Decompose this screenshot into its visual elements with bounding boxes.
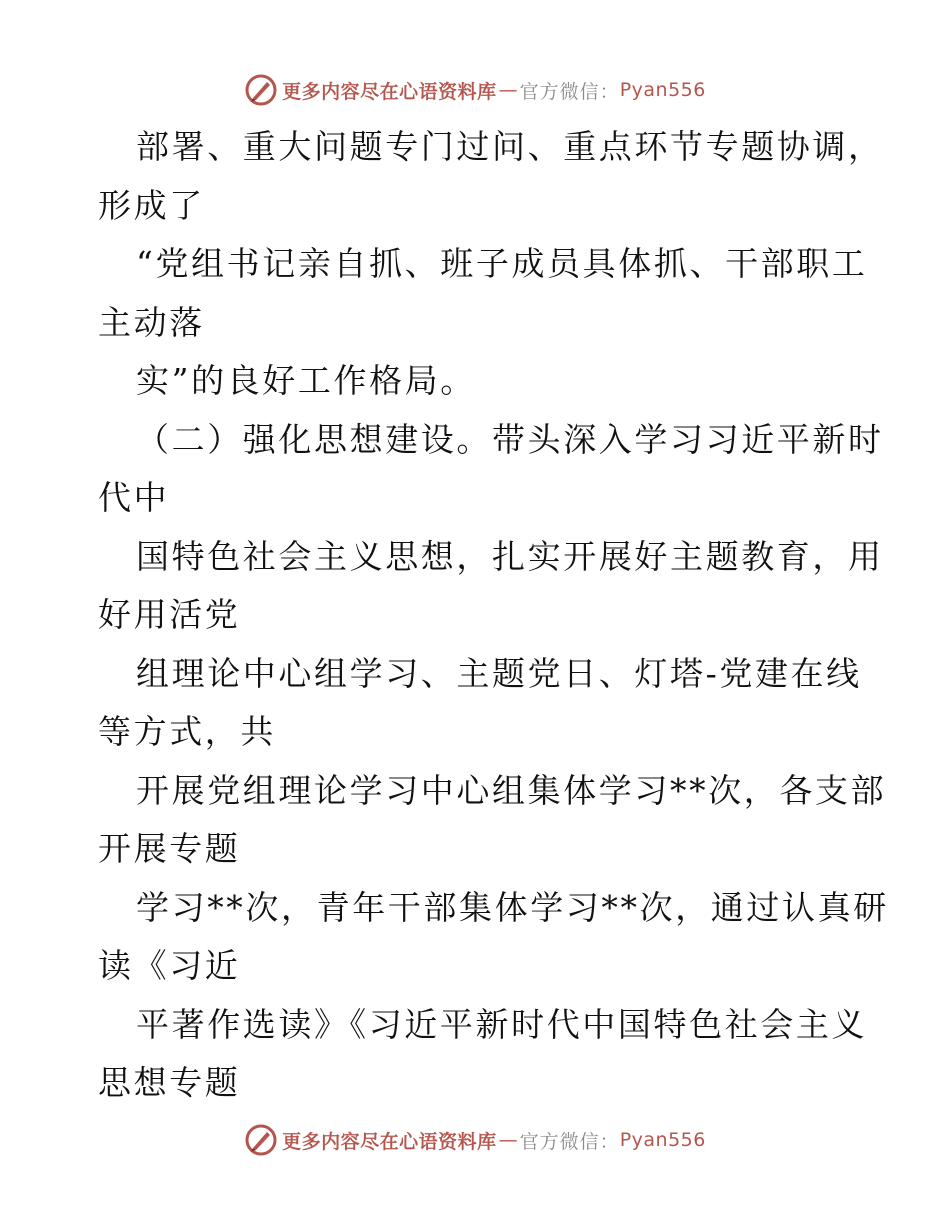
text-line: “党组书记亲自抓、班子成员具体抓、干部职工 <box>136 244 868 283</box>
text-line: 实”的良好工作格局。 <box>136 361 476 400</box>
quill-logo-icon <box>244 1123 278 1157</box>
text-line: 组理论中心组学习、主题党日、灯塔-党建在线 <box>136 653 862 693</box>
watermark-footer <box>0 1120 950 1160</box>
text-line: 开展党组理论学习中心组集体学习**次，各支部 <box>136 770 887 810</box>
text-line: 主动落 <box>98 302 205 342</box>
text-line: 形成了 <box>98 185 205 225</box>
watermark-id: Pyan556 <box>619 79 706 101</box>
watermark-header <box>0 70 950 110</box>
text-line: 等方式，共 <box>98 712 276 751</box>
watermark-dash: — <box>498 79 518 101</box>
watermark-brand: 更多内容尽在心语资料库 <box>282 1130 497 1153</box>
text-line: 思想专题 <box>98 1063 241 1102</box>
text-line: 代中 <box>98 478 170 517</box>
text-line: 学习**次，青年干部集体学习**次，通过认真研 <box>136 887 889 927</box>
text-line: 好用活党 <box>98 595 241 634</box>
watermark-id: Pyan556 <box>619 1129 706 1151</box>
watermark-label: 官方微信： <box>519 1130 620 1153</box>
quill-logo-icon <box>244 73 278 107</box>
text-line: 国特色社会主义思想，扎实开展好主题教育，用 <box>136 536 884 576</box>
text-line: 平著作选读》《习近平新时代中国特色社会主义 <box>136 1004 868 1044</box>
text-line: （二）强化思想建设。带头深入学习习近平新时 <box>136 419 884 459</box>
text-line: 读《习近 <box>98 946 241 985</box>
watermark-label: 官方微信： <box>519 80 620 103</box>
watermark-dash: — <box>498 1129 518 1151</box>
text-line: 部署、重大问题专门过问、重点环节专题协调， <box>136 127 884 166</box>
text-line: 开展专题 <box>98 829 241 868</box>
watermark-brand: 更多内容尽在心语资料库 <box>282 80 497 103</box>
document-body <box>98 118 889 1113</box>
